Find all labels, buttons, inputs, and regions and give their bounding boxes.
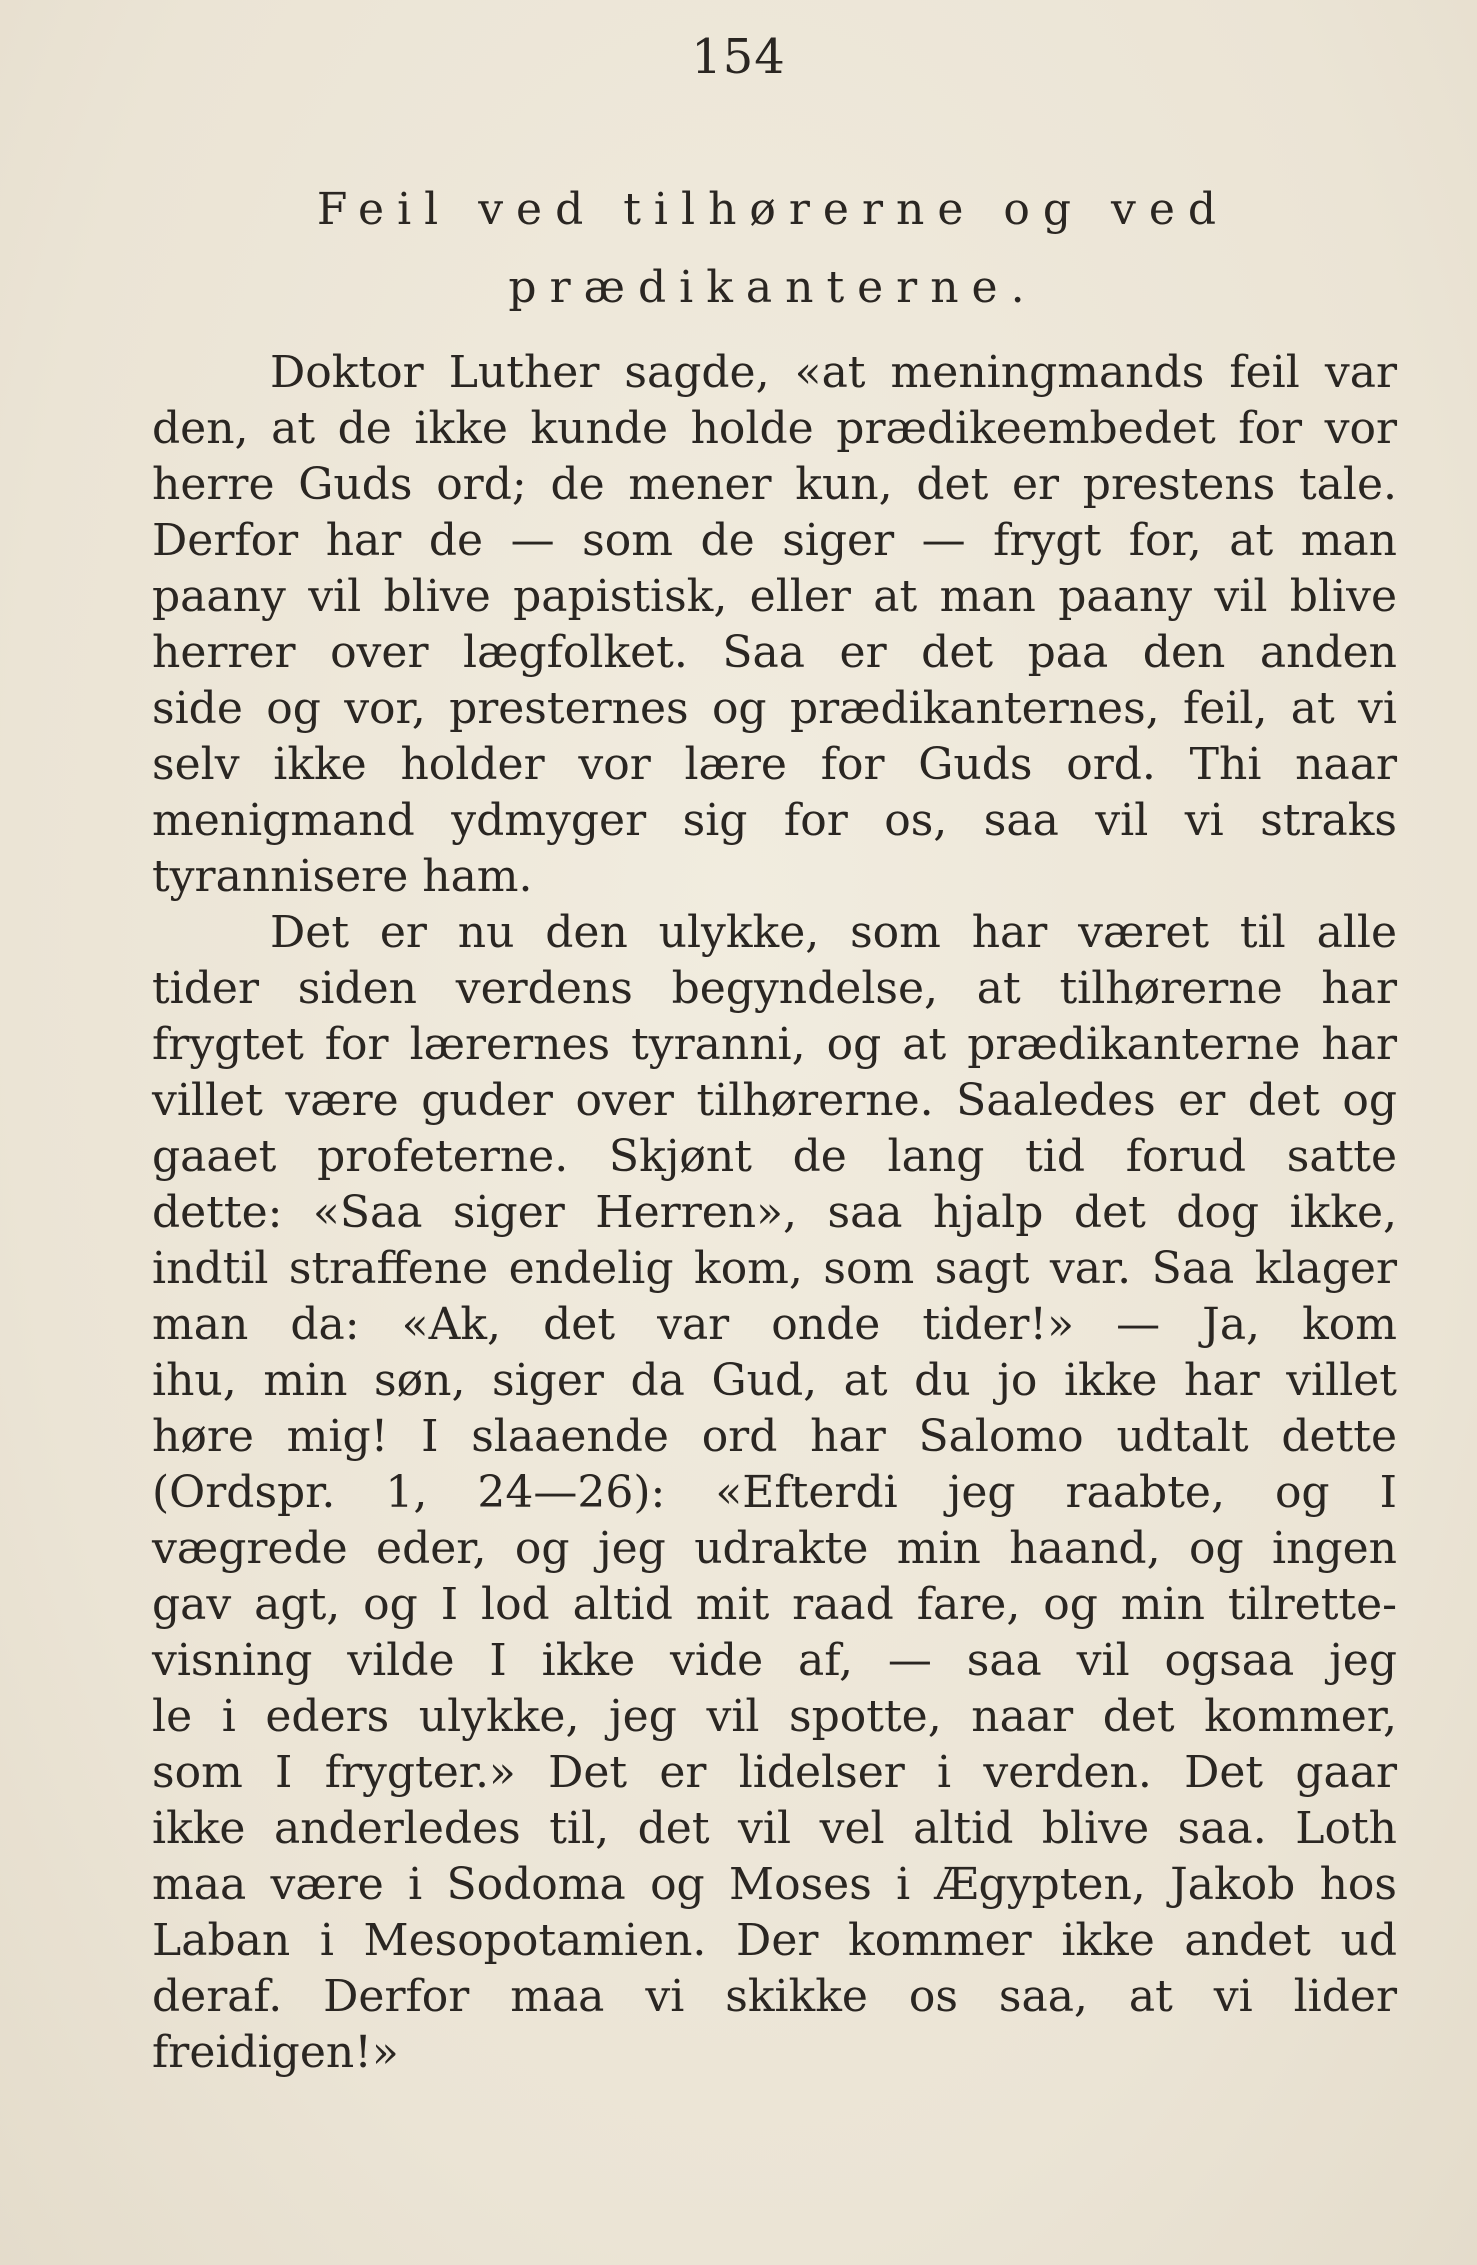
text-line: visning vilde I ikke vide af, — saa vil ogsaa jeg	[152, 1635, 1397, 1686]
text-line: Doktor Luther sagde, «at meningmands feil var	[270, 347, 1397, 398]
text-line: deraf. Derfor maa vi skikke os saa, at vi lider	[152, 1971, 1397, 2022]
text-line: freidigen!»	[152, 2027, 399, 2078]
text-line: den, at de ikke kunde holde prædikeembedet for vor	[152, 403, 1397, 454]
text-line: gav agt, og I lod altid mit raad fare, og min tilrette-	[152, 1579, 1397, 1630]
text-line: man da: «Ak, det var onde tider!» — Ja, kom	[152, 1299, 1397, 1350]
text-line: vægrede eder, og jeg udrakte min haand, og ingen	[152, 1523, 1397, 1574]
text-line: le i eders ulykke, jeg vil spotte, naar det kommer,	[152, 1691, 1397, 1742]
text-line: høre mig! I slaaende ord har Salomo udtalt dette	[152, 1411, 1397, 1462]
text-line: herrer over lægfolket. Saa er det paa den anden	[152, 627, 1397, 678]
page-number: 154	[691, 29, 786, 85]
text-line: Derfor har de — som de siger — frygt for, at man	[152, 515, 1397, 566]
text-line: (Ordspr. 1, 24—26): «Efterdi jeg raabte, og I	[152, 1467, 1397, 1518]
text-line: ihu, min søn, siger da Gud, at du jo ikke har villet	[152, 1355, 1397, 1406]
text-line: selv ikke holder vor lære for Guds ord. Thi naar	[152, 739, 1397, 790]
text-line: menigmand ydmyger sig for os, saa vil vi straks	[152, 795, 1397, 846]
text-line: tyrannisere ham.	[152, 851, 533, 902]
text-line: gaaet profeterne. Skjønt de lang tid forud satte	[152, 1131, 1397, 1182]
chapter-heading-line-2: prædikanterne.	[508, 262, 1038, 313]
text-line: paany vil blive papistisk, eller at man paany vil blive	[152, 571, 1397, 622]
text-line: Laban i Mesopotamien. Der kommer ikke andet ud	[152, 1915, 1397, 1966]
text-line: indtil straffene endelig kom, som sagt var. Saa klager	[152, 1243, 1397, 1294]
text-line: maa være i Sodoma og Moses i Ægypten, Jakob hos	[152, 1859, 1397, 1910]
text-line: frygtet for lærernes tyranni, og at prædikanterne har	[152, 1019, 1397, 1070]
text-line: villet være guder over tilhørerne. Saaledes er det og	[152, 1075, 1397, 1126]
text-line: Det er nu den ulykke, som har været til alle	[270, 907, 1397, 958]
text-line: tider siden verdens begyndelse, at tilhørerne har	[152, 963, 1397, 1014]
text-line: ikke anderledes til, det vil vel altid blive saa. Loth	[152, 1803, 1397, 1854]
chapter-heading-line-1: Feil ved tilhørerne og ved	[316, 184, 1230, 235]
body-text	[152, 345, 1397, 2081]
text-line: som I frygter.» Det er lidelser i verden. Det gaar	[152, 1747, 1397, 1798]
text-line: herre Guds ord; de mener kun, det er prestens tale.	[152, 459, 1397, 510]
text-line: dette: «Saa siger Herren», saa hjalp det dog ikke,	[152, 1187, 1397, 1238]
text-line: side og vor, presternes og prædikanternes, feil, at vi	[152, 683, 1397, 734]
